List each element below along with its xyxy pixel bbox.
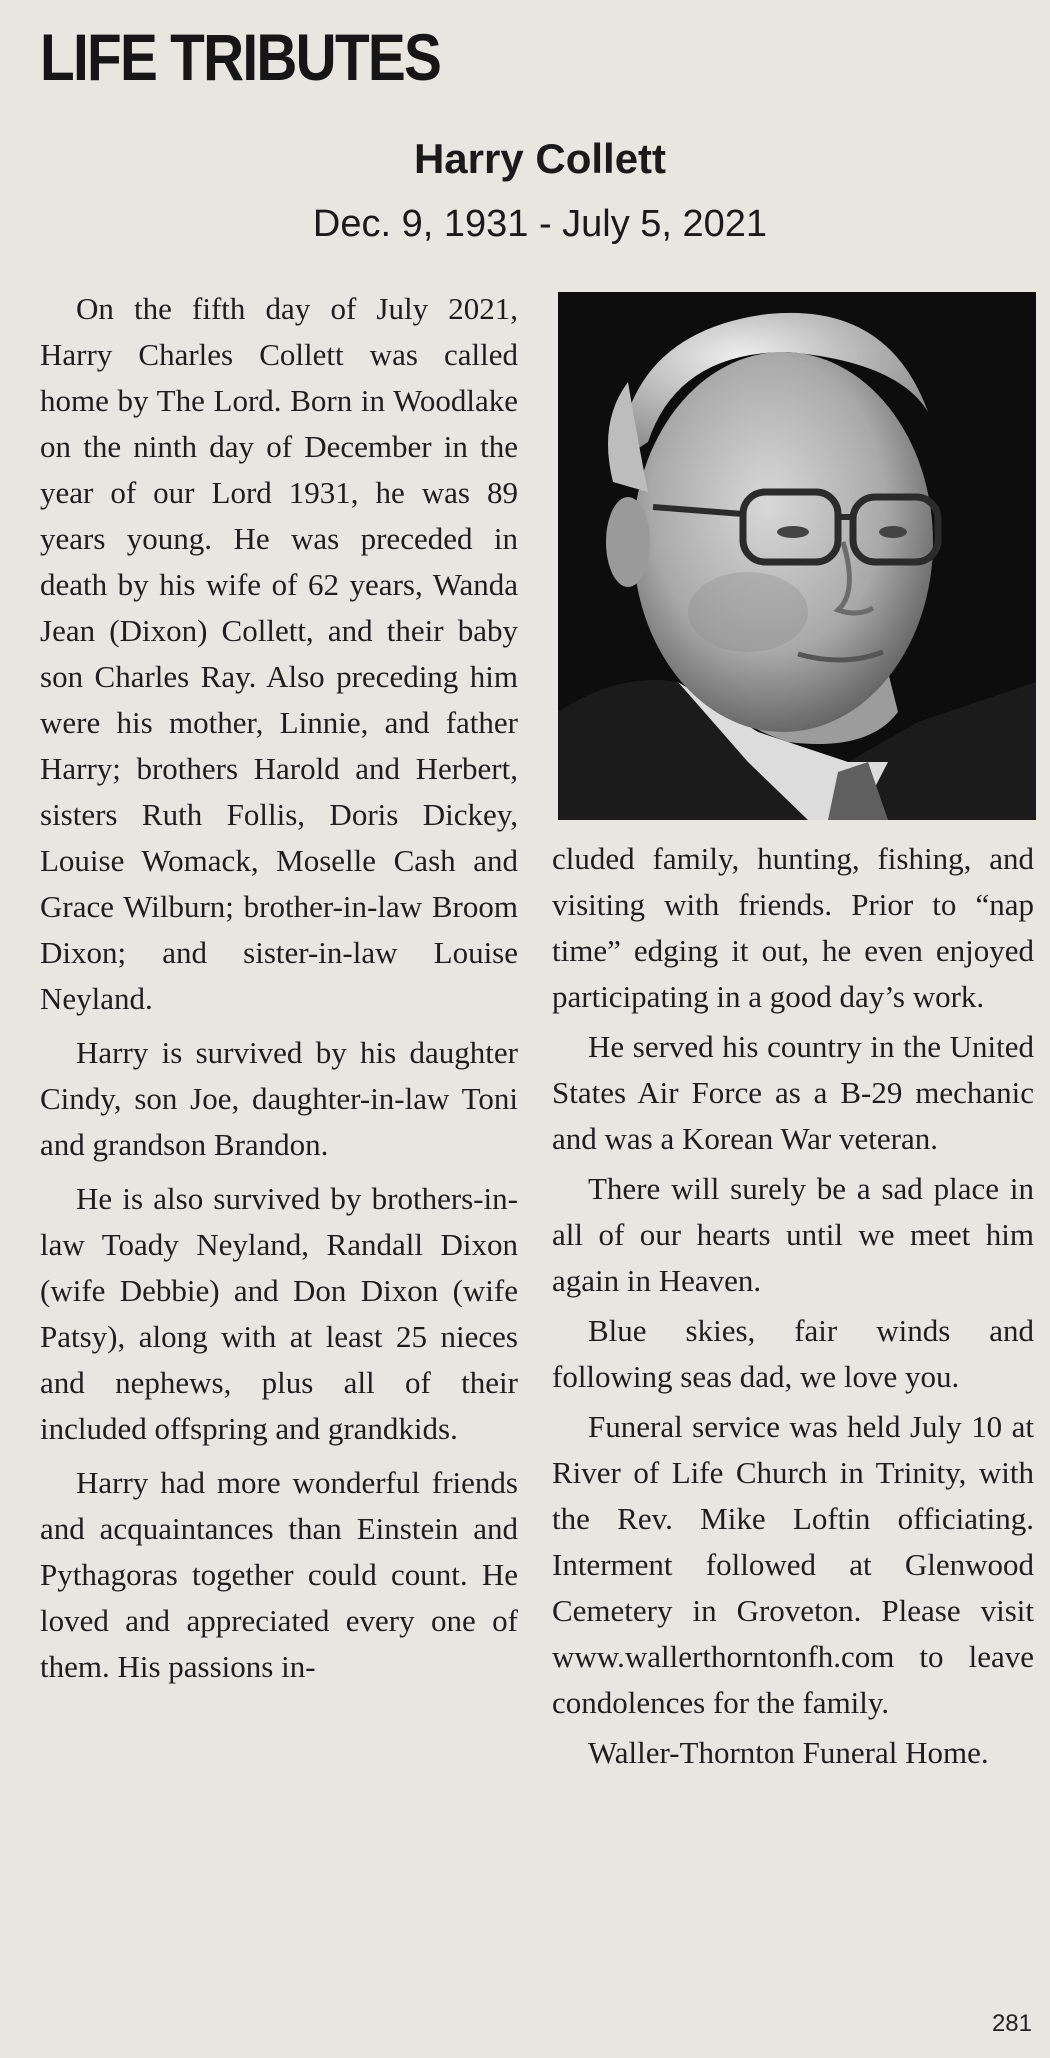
left-column [40, 286, 518, 1698]
life-dates: Dec. 9, 1931 - July 5, 2021 [312, 203, 768, 245]
funeral-home: Waller-Thornton Funeral Home. [588, 1735, 989, 1770]
portrait-photo-icon [558, 292, 1036, 820]
obituary-paragraph: Funeral service was held July 10 at River of Life Church in Trinity, with the Rev. Mike Loftin officiating. Interment followed at Glenwood Cemetery in Groveton. Please visit www.wallerthorntonfh.com to leave condolences for the family. [552, 1409, 1034, 1720]
obituary-paragraph: There will surely be a sad place in all of our hearts until we meet him again in Heaven. [552, 1171, 1034, 1298]
obituary-paragraph: Harry is survived by his daughter Cindy, son Joe, daughter-in-law Toni and grandson Brandon. [40, 1035, 518, 1162]
obituary-paragraph: On the fifth day of July 2021, Harry Charles Collett was called home by The Lord. Born in Woodlake on the ninth day of December in the year of our Lord 1931, he was 89 years young. He was preceded in death by his wife of 62 years, Wanda Jean (Dixon) Collett, and their baby son Charles Ray. Also preceding him were his mother, Linnie, and father Harry; brothers Harold and Herbert, sisters Ruth Follis, Doris Dickey, Louise Womack, Moselle Cash and Grace Wilburn; brother-in-law Broom Dixon; and sister-in-law Louise Neyland. [40, 291, 518, 1016]
page-number: 281 [991, 2010, 1032, 2037]
deceased-name: Harry Collett [413, 135, 667, 182]
obituary-paragraph: Blue skies, fair winds and following seas dad, we love you. [552, 1313, 1034, 1394]
portrait-photo [558, 292, 1036, 820]
section-title: LIFE TRIBUTES [40, 20, 441, 94]
right-column [552, 836, 1034, 1780]
obituary-paragraph: He served his country in the United States Air Force as a B-29 mechanic and was a Korean War veteran. [552, 1029, 1034, 1156]
obituary-paragraph: Harry had more wonderful friends and acquaintances than Einstein and Pythagoras together could count. He loved and appreciated every one of them. His passions in- [40, 1465, 518, 1684]
obituary-paragraph: cluded family, hunting, fishing, and visiting with friends. Prior to “nap time” edging it out, he even enjoyed participating in a good day’s work. [552, 841, 1034, 1014]
obituary-paragraph: He is also survived by brothers-in-law Toady Neyland, Randall Dixon (wife Debbie) and Don Dixon (wife Patsy), along with at least 25 nieces and nephews, plus all of their included offspring and grandkids. [40, 1181, 518, 1446]
